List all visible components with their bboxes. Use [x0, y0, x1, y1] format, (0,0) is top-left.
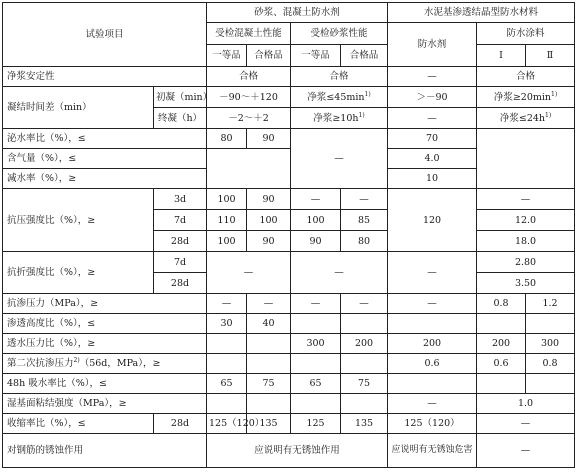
cell: 合格	[477, 67, 575, 87]
cell: 125（120）	[388, 414, 477, 434]
row-label	[3, 354, 207, 374]
cell: —	[207, 252, 291, 294]
cell	[291, 87, 388, 108]
header-mortar-perf: 受检砂浆性能	[291, 23, 388, 45]
cell-text: 净浆≤24h	[499, 112, 546, 124]
cell: 30	[207, 314, 247, 334]
cell-empty	[526, 374, 575, 394]
header-group-admixture: 砂浆、混凝土防水剂	[207, 3, 388, 23]
cell	[477, 87, 575, 108]
header-item: 试验项目	[3, 3, 207, 67]
cell: —	[291, 252, 388, 294]
cell: 200	[388, 334, 477, 354]
cell: 0.8	[477, 294, 526, 314]
age-label: 3d	[154, 189, 207, 210]
cell: 1.2	[526, 294, 575, 314]
header-group-crystalline: 水泥基渗透结晶型防水材料	[388, 3, 575, 23]
footnote-mark: 2)	[73, 356, 80, 364]
row-bleeding	[3, 129, 575, 149]
row-label-tail: （56d，MPa），≥	[79, 358, 161, 369]
cell-empty	[388, 314, 477, 334]
cell: 12.0	[477, 210, 575, 231]
cell: 40	[247, 314, 291, 334]
age-label: 28d	[154, 273, 207, 294]
row-label: 对钢筋的锈蚀作用	[3, 434, 207, 468]
footnote-mark: 1)	[364, 90, 371, 98]
cell: 65	[207, 374, 247, 394]
row-label: 净浆安定性	[3, 67, 207, 87]
cell: ＞－90	[388, 87, 477, 108]
cell: 65	[291, 374, 341, 394]
footnote-mark: 1)	[358, 111, 365, 119]
cell-empty	[341, 314, 388, 334]
cell: —	[388, 294, 477, 314]
header-grade-first-2: 一等品	[291, 45, 341, 67]
header-waterproof-coating: 防水涂料	[477, 23, 575, 45]
row-setting-initial	[3, 87, 575, 108]
cell-empty	[477, 374, 526, 394]
cell: 100	[291, 210, 341, 231]
header-grade-qual-2: 合格品	[341, 45, 388, 67]
cell: 90	[247, 129, 291, 149]
cell-empty	[477, 314, 526, 334]
cell: 100	[207, 231, 247, 252]
cell: 125（120）	[207, 414, 247, 434]
cell: 4.0	[388, 149, 477, 169]
row-label: 泌水率比（%），≤	[3, 129, 207, 149]
cell: —	[388, 67, 477, 87]
row-label: 48h 吸水率比（%），≤	[3, 374, 207, 394]
cell: 10	[388, 169, 477, 189]
cell: 85	[341, 210, 388, 231]
cell: —	[291, 129, 388, 189]
cell-empty	[247, 334, 291, 354]
header-type-1: Ⅰ	[477, 45, 526, 67]
cell: 2.80	[477, 252, 575, 273]
cell: —	[477, 189, 575, 210]
cell: 0.6	[477, 354, 526, 374]
cell: —	[341, 294, 388, 314]
row-label: 透水压力比（%），≥	[3, 334, 207, 354]
row-label: 渗透高度比（%），≤	[3, 314, 207, 334]
cell-text: 应说明有无锈蚀作用	[254, 444, 340, 456]
cell: 应说明有无锈蚀危害	[388, 434, 477, 468]
cell: 80	[207, 129, 247, 149]
cell: 110	[207, 210, 247, 231]
cell: —	[477, 434, 575, 468]
cell: 200	[477, 334, 526, 354]
cell-text: 净浆≥20min	[493, 91, 552, 103]
cell: 合格	[291, 67, 388, 87]
cell: 0.8	[526, 354, 575, 374]
cell: 300	[291, 334, 341, 354]
cell: 90	[247, 189, 291, 210]
row-label: 收缩率比（%），≤	[3, 414, 154, 434]
row-wet-bond	[3, 394, 575, 414]
header-waterproof-agent: 防水剂	[388, 23, 477, 67]
cell: 3.50	[477, 273, 575, 294]
sub-label: 终凝（h）	[154, 108, 207, 129]
cell-empty	[247, 394, 291, 414]
cell: 80	[341, 231, 388, 252]
row-compressive-3d	[3, 189, 575, 210]
cell: 200	[341, 334, 388, 354]
cell: 135	[247, 414, 291, 434]
header-grade-qual-1: 合格品	[247, 45, 291, 67]
cell: —	[291, 294, 341, 314]
cell: —	[291, 189, 341, 210]
cell: 18.0	[477, 231, 575, 252]
row-label: 抗渗压力（MPa），≥	[3, 294, 207, 314]
cell-empty	[341, 354, 388, 374]
cell-empty	[341, 394, 388, 414]
row-label: 减水率（%），≥	[3, 169, 207, 189]
row-label-text: 第二次抗渗压力	[7, 358, 74, 369]
cell	[477, 108, 575, 129]
cell: 100	[207, 189, 247, 210]
row-flexural-7d	[3, 252, 575, 273]
cell-empty	[526, 314, 575, 334]
cell: —	[341, 189, 388, 210]
age-label: 7d	[154, 252, 207, 273]
cell-empty	[477, 129, 575, 189]
row-rebar-corrosion	[3, 434, 575, 468]
row-second-impermeability	[3, 354, 575, 374]
spec-table	[2, 2, 575, 468]
cell: 0.6	[388, 354, 477, 374]
cell: —	[247, 294, 291, 314]
row-shrinkage	[3, 414, 575, 434]
cell: 300	[526, 334, 575, 354]
age-label: 7d	[154, 210, 207, 231]
cell: —	[388, 108, 477, 129]
row-label: 湿基面粘结强度（MPa），≥	[3, 394, 207, 414]
cell-empty	[207, 394, 247, 414]
header-concrete-perf: 受检混凝土性能	[207, 23, 291, 45]
cell: 135	[341, 414, 388, 434]
cell: 70	[388, 129, 477, 149]
cell: 90	[247, 231, 291, 252]
header-grade-first-1: 一等品	[207, 45, 247, 67]
row-water-absorption	[3, 374, 575, 394]
row-water-pressure	[3, 334, 575, 354]
row-label: 含气量（%），≤	[3, 149, 207, 169]
cell: 合格	[207, 67, 291, 87]
row-penetration-height	[3, 314, 575, 334]
cell: 1.0	[477, 394, 575, 414]
cell	[291, 108, 388, 129]
cell: 75	[341, 374, 388, 394]
cell-empty	[291, 394, 341, 414]
cell-empty	[207, 149, 291, 189]
row-impermeability	[3, 294, 575, 314]
cell-text: 净浆≥10h	[313, 112, 359, 124]
age-label: 28d	[154, 231, 207, 252]
cell-empty	[207, 354, 247, 374]
header-row-1	[3, 3, 575, 23]
cell: —	[477, 414, 575, 434]
cell-empty	[291, 314, 341, 334]
row-label: 抗压强度比（%），≥	[3, 189, 154, 252]
footnote-mark: 1)	[551, 90, 558, 98]
cell: 120	[388, 189, 477, 252]
cell-empty	[207, 334, 247, 354]
cell-empty	[291, 354, 341, 374]
cell-text: 净浆≤45min	[307, 91, 365, 103]
cell: —	[388, 394, 477, 414]
cell: 90	[291, 231, 341, 252]
cell	[207, 434, 388, 468]
cell: 125	[291, 414, 341, 434]
cell: —	[207, 294, 247, 314]
row-label: 凝结时间差（min）	[3, 87, 154, 129]
cell: 100	[247, 210, 291, 231]
sub-label: 初凝（min）	[154, 87, 207, 108]
row-soundness	[3, 67, 575, 87]
cell-empty	[388, 374, 477, 394]
age-label: 28d	[154, 414, 207, 434]
spec-sheet	[2, 2, 574, 472]
cell-empty	[247, 354, 291, 374]
cell: －2～＋2	[207, 108, 291, 129]
footnote-mark: 1)	[545, 111, 552, 119]
cell: －90～＋120	[207, 87, 291, 108]
cell: —	[388, 252, 477, 294]
row-label: 抗折强度比（%），≥	[3, 252, 154, 294]
cell: 75	[247, 374, 291, 394]
header-type-2: Ⅱ	[526, 45, 575, 67]
